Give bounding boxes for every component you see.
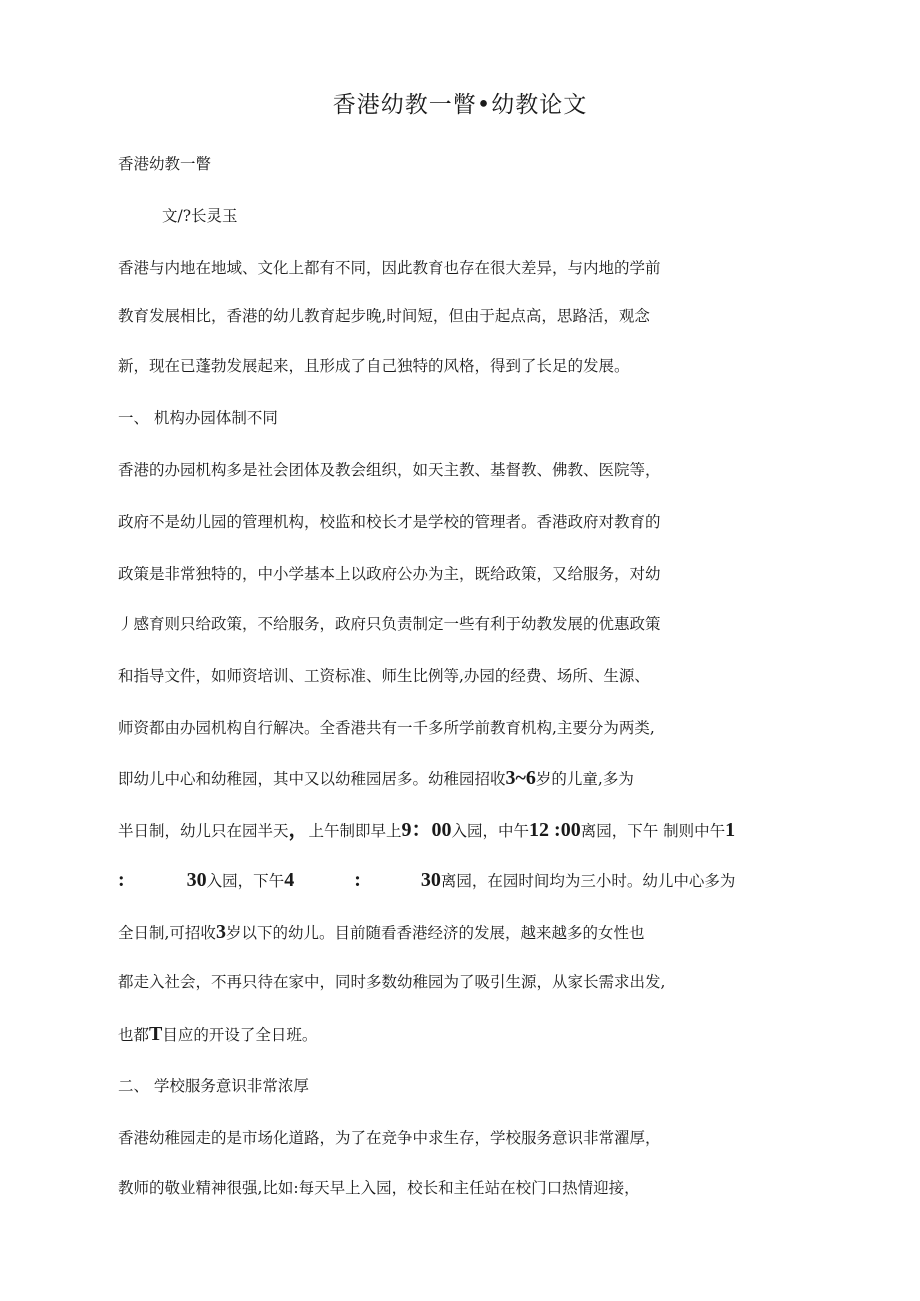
paragraph-line	[118, 1023, 317, 1046]
text-span: 半日制，幼儿只在园半天	[118, 822, 289, 840]
paragraph-line	[118, 819, 735, 842]
text-span: 目应的开设了全日班。	[162, 1026, 318, 1044]
paragraph-line: 教育发展相比，香港的幼儿教育起步晚,时间短，但由于起点高，思路活，观念	[118, 307, 650, 325]
age-range: 3~6	[505, 767, 536, 789]
text-span: 入园，下午	[206, 872, 285, 890]
paragraph-line: 师资都由办园机构自行解决。全香港共有一千多所学前教育机构,主要分为两类,	[118, 719, 655, 737]
paragraph-line: 政府不是幼儿园的管理机构，校监和校长才是学校的管理者。香港政府对教育的	[118, 513, 661, 531]
paragraph-line: 新，现在已蓬勃发展起来，且形成了自己独特的风格，得到了长足的发展。	[118, 357, 630, 375]
article-subtitle: 香港幼教一瞥	[118, 155, 212, 173]
text-span: 全日制,可招收	[118, 924, 216, 942]
time-value: 1	[725, 819, 736, 841]
punctuation: ，	[288, 819, 309, 841]
age-value: 3	[215, 921, 226, 943]
time-value: 4	[284, 869, 295, 891]
section-heading-1: 一、 机构办园体制不同	[118, 409, 278, 427]
text-span: 即幼儿中心和幼稚园，其中又以幼稚园居多。幼稚园招收	[118, 770, 506, 788]
text-span: 离园，在园时间均为三小时。幼儿中心多为	[440, 872, 736, 890]
paragraph-line: 香港幼稚园走的是市场化道路，为了在竞争中求生存，学校服务意识非常濯厚，	[118, 1129, 661, 1147]
text-span: 岁的儿童,多为	[535, 770, 634, 788]
page-title: 香港幼教一瞥•幼教论文	[332, 92, 588, 118]
time-separator: :	[118, 869, 125, 891]
paragraph-line: 丿感育则只给政策，不给服务，政府只负责制定一些有利于幼教发展的优惠政策	[118, 615, 661, 633]
time-value: 30	[420, 869, 441, 891]
text-span: 也都	[118, 1026, 150, 1044]
paragraph-line: 政策是非常独特的，中小学基本上以政府公办为主，既给政策，又给服务，对幼	[118, 565, 661, 583]
paragraph-line	[118, 921, 644, 944]
paragraph-line	[118, 767, 634, 790]
time-value: 9：00	[401, 819, 452, 841]
text-span: 入园，中午	[451, 822, 530, 840]
time-value: 12 :00	[529, 819, 581, 841]
time-separator: :	[354, 869, 361, 891]
paragraph-line: 都走入社会，不再只待在家中，同时多数幼稚园为了吸引生源，从家长需求出发,	[118, 973, 666, 991]
ocr-artifact: T	[149, 1023, 163, 1045]
time-value: 30	[186, 869, 207, 891]
paragraph-line: 和指导文件，如师资培训、工资标准、师生比例等,办园的经费、场所、生源、	[118, 667, 650, 685]
paragraph-line: 教师的敬业精神很强,比如:每天早上入园，校长和主任站在校门口热情迎接，	[118, 1179, 640, 1197]
author-line: 文/?长灵玉	[162, 207, 238, 225]
text-span: 离园，下午 制则中午	[580, 822, 726, 840]
text-span: 上午制即早上	[308, 822, 402, 840]
section-heading-2: 二、 学校服务意识非常浓厚	[118, 1077, 309, 1095]
paragraph-line	[118, 869, 735, 892]
paragraph-line: 香港与内地在地域、文化上都有不同，因此教育也存在很大差异，与内地的学前	[118, 259, 661, 277]
paragraph-line: 香港的办园机构多是社会团体及教会组织，如天主教、基督教、佛教、医院等，	[118, 461, 661, 479]
text-span: 岁以下的幼儿。目前随看香港经济的发展，越来越多的女性也	[225, 924, 645, 942]
